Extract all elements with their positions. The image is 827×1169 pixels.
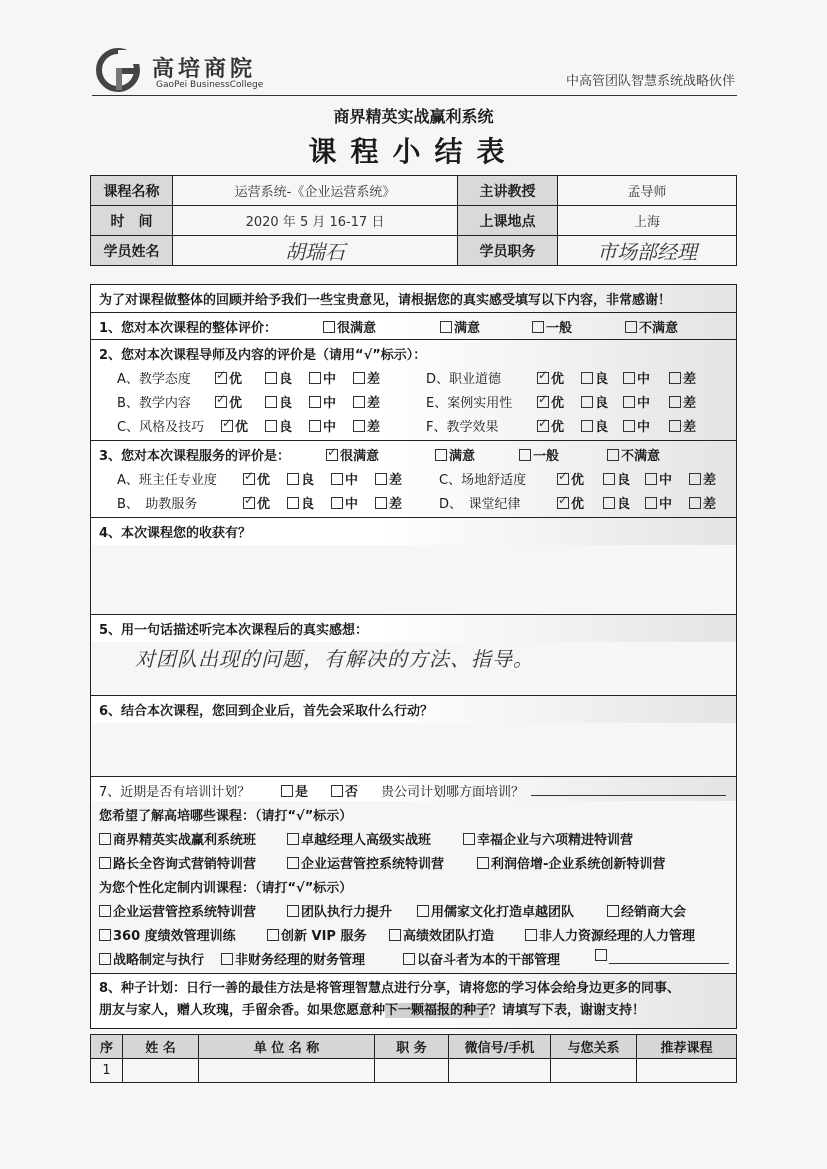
- q2-f-good[interactable]: [537, 416, 564, 435]
- q2-e-poor[interactable]: [669, 392, 696, 411]
- grade-label: 差: [683, 420, 697, 435]
- course-info-table: [90, 175, 737, 266]
- custom-label: 以奋斗者为本的干部管理: [417, 953, 561, 968]
- custom-label: 经销商大会: [621, 905, 687, 920]
- header-divider: [92, 95, 737, 96]
- q1-option-average[interactable]: [532, 317, 572, 336]
- q3-b-good[interactable]: [243, 493, 270, 512]
- grade-label: 良: [617, 473, 631, 488]
- row-index: 1: [91, 1059, 123, 1083]
- time-value[interactable]: 2020 年 5 月 16-17 日: [173, 206, 458, 236]
- q7-yes-checkbox[interactable]: [281, 781, 308, 800]
- q7-custom-title: 为您个性化定制内训课程：（请打“√”标示）: [99, 881, 353, 896]
- q2-e-good[interactable]: [537, 392, 564, 411]
- grade-label: 差: [389, 473, 403, 488]
- course-name-value[interactable]: 运营系统-《企业运营系统》: [173, 176, 458, 206]
- q1-option-unsatisfied[interactable]: [625, 317, 678, 336]
- grade-label: 优: [257, 497, 271, 512]
- grade-label: 差: [389, 497, 403, 512]
- grade-label: 良: [595, 372, 609, 387]
- grade-label: 良: [279, 420, 293, 435]
- col-header-name: 姓 名: [123, 1035, 199, 1059]
- tagline: 中高管团队智慧系统战略伙伴: [565, 74, 735, 89]
- custom-option[interactable]: [607, 901, 686, 920]
- grade-label: 优: [551, 372, 565, 387]
- student-name-label: 学员姓名: [91, 236, 173, 266]
- q3-option-label: 不满意: [621, 449, 661, 464]
- q2-title: 2、您对本次课程导师及内容的评价是（请用“√”标示）：: [99, 348, 427, 363]
- q2-a-poor[interactable]: [353, 368, 380, 387]
- custom-option[interactable]: [417, 901, 574, 920]
- q3-title: 3、您对本次课程服务的评价是：: [99, 449, 291, 464]
- q2-b-good[interactable]: [215, 392, 242, 411]
- q3-c-poor[interactable]: [689, 469, 716, 488]
- custom-option[interactable]: [389, 925, 494, 944]
- custom-label: 360 度绩效管理训练: [113, 929, 236, 944]
- place-label: 上课地点: [458, 206, 558, 236]
- q1-option-label: 很满意: [337, 321, 377, 336]
- q3-c-fine[interactable]: [603, 469, 630, 488]
- q3-line-2: [91, 489, 736, 513]
- logo-chinese-name: 高培商院: [152, 57, 257, 82]
- q2-a-fine[interactable]: [265, 368, 292, 387]
- q7-which-label: 贵公司计划哪方面培训？: [381, 785, 525, 800]
- custom-label: 用儒家文化打造卓越团队: [431, 905, 575, 920]
- q1-row: [91, 312, 736, 339]
- grade-label: 良: [617, 497, 631, 512]
- q2-b-fine[interactable]: [265, 392, 292, 411]
- q2-d-mid[interactable]: [623, 368, 650, 387]
- grade-label: 中: [323, 396, 337, 411]
- grade-label: 差: [367, 372, 381, 387]
- course-label: 企业运营管控系统特训营: [301, 857, 445, 872]
- q3-a-fine[interactable]: [287, 469, 314, 488]
- q3-row: [91, 440, 736, 517]
- col-header-company: 单 位 名 称: [199, 1035, 375, 1059]
- course-option[interactable]: [287, 829, 431, 848]
- q8-highlight: 下一颗福报的种子: [385, 1003, 490, 1018]
- q2-item-label: B、教学内容: [117, 396, 191, 411]
- grade-label: 差: [683, 396, 697, 411]
- grade-label: 中: [323, 420, 337, 435]
- q5-row[interactable]: [91, 614, 736, 695]
- q3-item-label: C、场地舒适度: [439, 473, 527, 488]
- grade-label: 中: [345, 473, 359, 488]
- custom-other-option[interactable]: [595, 949, 729, 964]
- q3-d-good[interactable]: [557, 493, 584, 512]
- q8-line-2: [99, 1000, 728, 1022]
- student-position-field[interactable]: [558, 236, 737, 266]
- q3-d-poor[interactable]: [689, 493, 716, 512]
- q3-line-1: [91, 465, 736, 489]
- q5-answer-handwriting: 对团队出现的问题，有解决的方法、指导。: [135, 647, 534, 671]
- custom-option[interactable]: [221, 949, 365, 968]
- custom-option[interactable]: [99, 949, 204, 968]
- q7-courses-title: 您希望了解高培哪些课程：（请打“√”标示）: [99, 809, 353, 824]
- q3-option-average[interactable]: [519, 445, 559, 464]
- name-cell[interactable]: [123, 1059, 199, 1083]
- company-cell[interactable]: [199, 1059, 375, 1083]
- student-position-handwriting: 市场部经理: [597, 240, 697, 264]
- relation-cell[interactable]: [551, 1059, 637, 1083]
- grade-label: 中: [345, 497, 359, 512]
- course-option[interactable]: [477, 853, 665, 872]
- grade-label: 良: [595, 420, 609, 435]
- q2-item-label: D、职业道德: [426, 372, 502, 387]
- q2-row: [91, 339, 736, 440]
- q1-title: 1、您对本次课程的整体评价：: [99, 321, 278, 336]
- grade-label: 中: [637, 396, 651, 411]
- grade-label: 优: [551, 396, 565, 411]
- custom-option[interactable]: [525, 925, 695, 944]
- q3-b-fine[interactable]: [287, 493, 314, 512]
- course-label: 幸福企业与六项精进特训营: [477, 833, 634, 848]
- col-header-position: 职 务: [375, 1035, 449, 1059]
- q2-c-poor[interactable]: [353, 416, 380, 435]
- q3-a-good[interactable]: [243, 469, 270, 488]
- q3-item-label: B、 助教服务: [117, 497, 198, 512]
- q2-e-mid[interactable]: [623, 392, 650, 411]
- q2-d-good[interactable]: [537, 368, 564, 387]
- q2-f-fine[interactable]: [581, 416, 608, 435]
- q2-item-label: A、教学态度: [117, 372, 191, 387]
- student-name-handwriting: 胡瑞石: [285, 240, 345, 264]
- q1-option-very-satisfied[interactable]: [323, 317, 376, 336]
- survey-intro: 为了对课程做整体的回顾并给予我们一些宝贵意见，请根据您的真实感受填写以下内容，非常感谢！: [99, 293, 672, 308]
- q7-yes-label: 是: [295, 785, 309, 800]
- col-header-relation: 与您关系: [551, 1035, 637, 1059]
- q2-c-fine[interactable]: [265, 416, 292, 435]
- q5-title: 5、用一句话描述听完本次课程后的真实感想：: [91, 615, 736, 642]
- grade-label: 中: [659, 473, 673, 488]
- q3-item-label: A、班主任专业度: [117, 473, 217, 488]
- grade-label: 差: [367, 396, 381, 411]
- course-label: 利润倍增-企业系统创新特训营: [491, 857, 666, 872]
- student-position-label: 学员职务: [458, 236, 558, 266]
- q2-d-poor[interactable]: [669, 368, 696, 387]
- q2-c-mid[interactable]: [309, 416, 336, 435]
- q2-a-mid[interactable]: [309, 368, 336, 387]
- custom-label: 非财务经理的财务管理: [235, 953, 366, 968]
- q2-d-fine[interactable]: [581, 368, 608, 387]
- grade-label: 良: [279, 396, 293, 411]
- table-row: [91, 1059, 737, 1083]
- custom-option[interactable]: [287, 901, 392, 920]
- course-option[interactable]: [287, 853, 444, 872]
- course-label: 商界精英实战赢利系统班: [113, 833, 257, 848]
- contact-cell[interactable]: [449, 1059, 551, 1083]
- q3-option-unsatisfied[interactable]: [607, 445, 660, 464]
- custom-option[interactable]: [99, 925, 236, 944]
- q3-option-very-satisfied[interactable]: [326, 445, 379, 464]
- col-header-course: 推荐课程: [637, 1035, 737, 1059]
- q3-option-label: 满意: [449, 449, 476, 464]
- grade-label: 优: [571, 473, 585, 488]
- grade-label: 差: [367, 420, 381, 435]
- q8-line-2c: ？请填写下表，谢谢支持！: [489, 1003, 646, 1018]
- grade-label: 良: [301, 473, 315, 488]
- lecturer-label: 主讲教授: [458, 176, 558, 206]
- q8-line-1: 8、种子计划：日行一善的最佳方法是将管理智慧点进行分享，请将您的学习体会给身边更多的同事、: [99, 981, 681, 996]
- custom-label: 创新 VIP 服务: [281, 929, 367, 944]
- custom-label: 战略制定与执行: [113, 953, 205, 968]
- custom-label: 高绩效团队打造: [403, 929, 495, 944]
- grade-label: 中: [659, 497, 673, 512]
- q3-option-label: 一般: [533, 449, 560, 464]
- position-cell[interactable]: [375, 1059, 449, 1083]
- q2-a-good[interactable]: [215, 368, 242, 387]
- grade-label: 优: [229, 396, 243, 411]
- q3-option-label: 很满意: [340, 449, 380, 464]
- grade-label: 中: [637, 420, 651, 435]
- course-option[interactable]: [99, 853, 256, 872]
- q8-row: [91, 973, 736, 1028]
- q1-option-label: 不满意: [639, 321, 679, 336]
- student-name-field[interactable]: [173, 236, 458, 266]
- q7-which-field[interactable]: [531, 781, 726, 796]
- q2-f-mid[interactable]: [623, 416, 650, 435]
- grade-label: 优: [229, 372, 243, 387]
- survey-intro-row: [91, 285, 736, 312]
- custom-label: 企业运营管控系统特训营: [113, 905, 257, 920]
- col-header-index: 序: [91, 1035, 123, 1059]
- grade-label: 良: [301, 497, 315, 512]
- q2-e-fine[interactable]: [581, 392, 608, 411]
- q2-b-poor[interactable]: [353, 392, 380, 411]
- col-header-contact: 微信号/手机: [449, 1035, 551, 1059]
- grade-label: 优: [235, 420, 249, 435]
- q1-option-label: 一般: [546, 321, 573, 336]
- grade-label: 良: [595, 396, 609, 411]
- course-name-label: 课程名称: [91, 176, 173, 206]
- q3-d-fine[interactable]: [603, 493, 630, 512]
- q2-c-good[interactable]: [221, 416, 248, 435]
- q4-title: 4、本次课程您的收获有？: [91, 518, 736, 545]
- q3-b-mid[interactable]: [331, 493, 358, 512]
- gaopei-logo-icon: [96, 48, 142, 92]
- grade-label: 差: [683, 372, 697, 387]
- course-label: 卓越经理人高级实战班: [301, 833, 432, 848]
- grade-label: 优: [257, 473, 271, 488]
- grade-label: 良: [279, 372, 293, 387]
- q3-c-good[interactable]: [557, 469, 584, 488]
- q2-line-3: [91, 412, 736, 436]
- q2-line-2: [91, 388, 736, 412]
- q2-line-1: [91, 364, 736, 388]
- q8-line-2a: 朋友与家人，赠人玫瑰，手留余香。如果您愿意种: [99, 1003, 386, 1018]
- q2-item-label: C、风格及技巧: [117, 420, 205, 435]
- course-option[interactable]: [99, 829, 256, 848]
- grade-label: 优: [571, 497, 585, 512]
- time-label: 时 间: [91, 206, 173, 236]
- q6-row[interactable]: [91, 695, 736, 776]
- grade-label: 优: [551, 420, 565, 435]
- q2-f-poor[interactable]: [669, 416, 696, 435]
- q3-d-mid[interactable]: [645, 493, 672, 512]
- q2-item-label: E、案例实用性: [426, 396, 513, 411]
- q7-no-label: 否: [345, 785, 359, 800]
- lecturer-value[interactable]: 孟导师: [558, 176, 737, 206]
- q3-a-mid[interactable]: [331, 469, 358, 488]
- logo-english-name: GaoPei BusinessCollege: [156, 80, 264, 90]
- custom-option[interactable]: [99, 901, 256, 920]
- q1-option-label: 满意: [454, 321, 481, 336]
- grade-label: 差: [703, 497, 717, 512]
- grade-label: 差: [703, 473, 717, 488]
- custom-label: 非人力资源经理的人力管理: [539, 929, 696, 944]
- custom-option[interactable]: [267, 925, 366, 944]
- course-option[interactable]: [463, 829, 633, 848]
- course-label: 路长全咨询式营销特训营: [113, 857, 257, 872]
- survey-form: [90, 284, 737, 1029]
- grade-label: 中: [323, 372, 337, 387]
- system-title: 商界精英实战赢利系统: [333, 107, 494, 126]
- place-value[interactable]: 上海: [558, 206, 737, 236]
- q3-option-satisfied[interactable]: [435, 445, 475, 464]
- q2-b-mid[interactable]: [309, 392, 336, 411]
- q3-item-label: D、 课堂纪律: [439, 497, 521, 512]
- seed-plan-table: [90, 1034, 737, 1083]
- q3-b-poor[interactable]: [375, 493, 402, 512]
- q1-option-satisfied[interactable]: [440, 317, 480, 336]
- q4-row[interactable]: [91, 517, 736, 614]
- custom-label: 团队执行力提升: [301, 905, 393, 920]
- custom-option[interactable]: [403, 949, 560, 968]
- page-title: 课程小结表: [308, 135, 519, 168]
- q2-item-label: F、教学效果: [426, 420, 499, 435]
- q3-a-poor[interactable]: [375, 469, 402, 488]
- q6-title: 6、结合本次课程，您回到企业后，首先会采取什么行动？: [91, 696, 736, 723]
- q3-c-mid[interactable]: [645, 469, 672, 488]
- grade-label: 中: [637, 372, 651, 387]
- q7-row: [91, 776, 736, 973]
- q7-no-checkbox[interactable]: [331, 781, 358, 800]
- course-cell[interactable]: [637, 1059, 737, 1083]
- q7-title: 7、近期是否有培训计划？: [99, 785, 251, 800]
